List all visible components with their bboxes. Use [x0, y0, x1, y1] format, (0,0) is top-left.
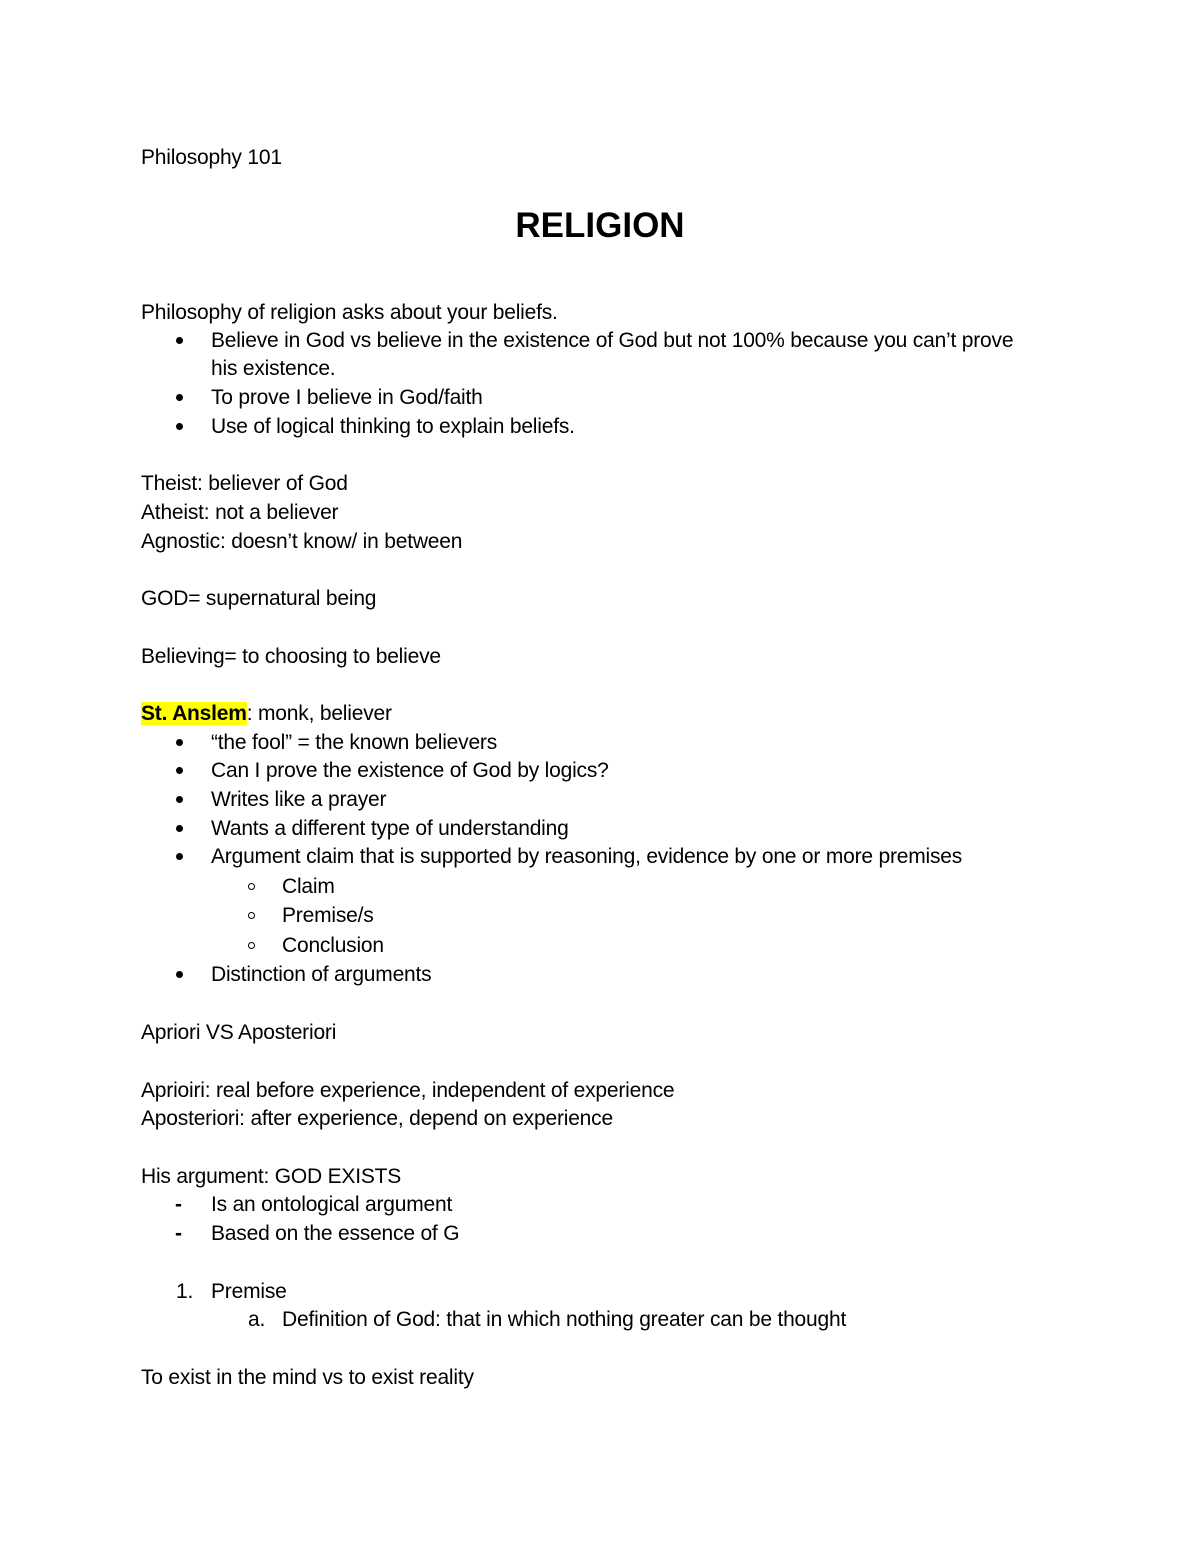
hollow-bullet-icon — [248, 912, 255, 919]
bullet-icon — [176, 853, 183, 860]
page-title: RELIGION — [515, 206, 685, 245]
aposteriori-definition: Aposteriori: after experience, depend on experience — [141, 1107, 613, 1130]
hollow-bullet-icon — [248, 883, 255, 890]
closing-line: To exist in the mind vs to exist reality — [141, 1366, 474, 1389]
bullet-icon — [176, 796, 183, 803]
agnostic-definition: Agnostic: doesn’t know/ in between — [141, 530, 463, 553]
bullet-icon — [176, 739, 183, 746]
dash-bullet-icon: - — [175, 1222, 182, 1245]
god-definition: GOD= supernatural being — [141, 587, 377, 610]
anslem-desc: : monk, believer — [246, 702, 392, 725]
anslem-heading — [141, 699, 392, 728]
dash-bullet-icon: - — [175, 1193, 182, 1216]
apriori-definition: Aprioiri: real before experience, independent of experience — [141, 1079, 675, 1102]
bullet-icon — [176, 394, 183, 401]
anslem-name-highlight: St. Anslem — [141, 702, 247, 725]
argument-heading: His argument: GOD EXISTS — [141, 1165, 402, 1188]
bullet-icon — [176, 971, 183, 978]
apriori-heading: Apriori VS Aposteriori — [141, 1021, 337, 1044]
document-page: Philosophy 101 RELIGION Philosophy of religion asks about your beliefs. Believe in God vs believe in the existence of God but not 100% because you can’t prove his existence. To prove I believe in God/faith Use of logical thinking to explain beliefs. Theist: believer of God Atheist: not a believer Agnostic: doesn’t know/ in between GOD= supernatural being Believing= to choosing to believe St. Anslem: monk, believer “the fool” = the known believers Can I prove the existence of God by logics? Writes like a prayer Wants a different type of understanding Argument claim that is supported by reasoning, evidence by one or more premises Claim Premise/s Conclusion Distinction of arguments Apriori VS Aposteriori Aprioiri: real before experience, independent of experience Aposteriori: after experience, depend on experience His argument: GOD EXISTS - Is an ontological argument - Based on the essence of G 1. Premise a. Definition of God: that in which nothing greater can be thought To exist in the mind vs to exist reality — [0, 0, 1200, 1553]
course-label: Philosophy 101 — [141, 146, 282, 169]
hollow-bullet-icon — [248, 942, 255, 949]
theist-definition: Theist: believer of God — [141, 472, 348, 495]
believing-definition: Believing= to choosing to believe — [141, 645, 441, 668]
intro-text: Philosophy of religion asks about your beliefs. — [141, 301, 558, 324]
bullet-icon — [176, 423, 183, 430]
bullet-icon — [176, 337, 183, 344]
bullet-icon — [176, 825, 183, 832]
bullet-icon — [176, 767, 183, 774]
atheist-definition: Atheist: not a believer — [141, 501, 339, 524]
